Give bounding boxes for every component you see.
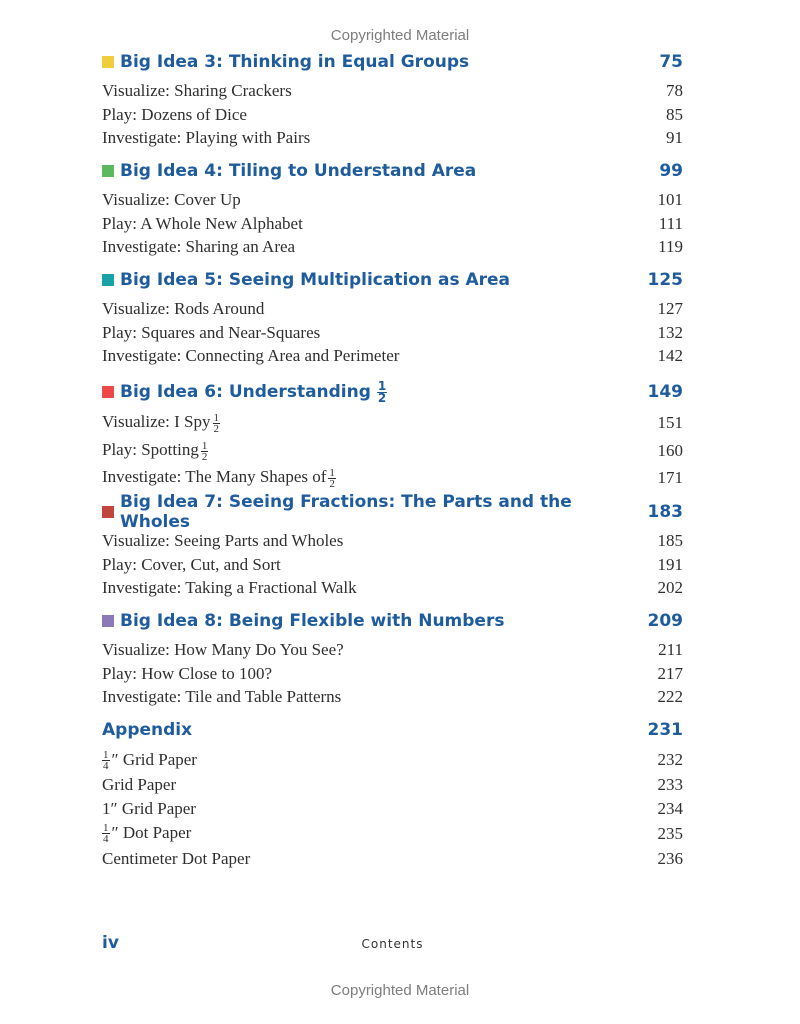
section-page-number: 99 [659,161,683,182]
entry-page-number: 222 [657,687,683,707]
entry-label: Visualize: Sharing Crackers [102,80,292,100]
section-title: Big Idea 3: Thinking in Equal Groups [120,52,470,72]
entry-label: ″ Grid Paper [111,749,197,769]
toc-entry[interactable] [102,686,683,710]
toc-entry[interactable] [102,345,683,369]
entry-label: 1″ Grid Paper [102,798,196,818]
toc-entry[interactable] [102,297,683,321]
toc-entry[interactable] [102,662,683,686]
section-page-number: 75 [659,52,683,72]
table-of-contents [102,50,683,879]
section-title: Big Idea 7: Seeing Fractions: The Parts and the Wholes [120,492,572,533]
dark-red-square-icon [102,506,114,518]
entry-page-number: 233 [657,775,683,795]
section-page-number: 209 [647,611,683,632]
entry-page-number: 132 [657,322,683,342]
toc-section-big-idea-8 [102,609,683,709]
entry-page-number: 78 [666,80,683,100]
section-heading[interactable] [102,50,683,74]
entry-page-number: 91 [666,128,683,148]
section-page-number: 231 [647,720,683,741]
entry-label: Investigate: Playing with Pairs [102,128,311,148]
entry-page-number: 85 [666,104,683,124]
entry-page-number: 185 [657,531,683,551]
section-heading[interactable] [102,609,683,633]
entry-label: Play: How Close to 100? [102,663,272,683]
toc-entry[interactable] [102,797,683,821]
entry-page-number: 101 [657,189,683,209]
section-title: Big Idea 6: Understanding [120,382,371,403]
section-title: Appendix [102,720,193,741]
running-head: Contents [361,937,424,951]
toc-entry[interactable] [102,638,683,662]
entry-label: Investigate: Sharing an Area [102,237,296,257]
entry-page-number: 191 [657,554,683,574]
toc-entry[interactable] [102,773,683,797]
section-title: Big Idea 4: Tiling to Understand Area [120,161,477,182]
entry-label: Investigate: Taking a Fractional Walk [102,578,357,598]
entry-page-number: 127 [657,298,683,318]
toc-entry[interactable] [102,847,683,871]
entry-label: Visualize: Rods Around [102,298,265,318]
one-half-fraction: $\frac{1}{2}$ [213,411,220,435]
section-page-number: 183 [647,502,683,523]
entry-label: Play: Spotting [102,440,199,460]
entry-page-number: 111 [658,213,683,233]
toc-entry[interactable] [102,409,683,437]
red-square-icon [102,386,114,398]
entry-label: Visualize: Seeing Parts and Wholes [102,531,344,551]
toc-entry[interactable] [102,465,683,491]
toc-section-big-idea-5 [102,268,683,368]
entry-page-number: 151 [657,413,683,433]
entry-label: Play: Cover, Cut, and Sort [102,554,281,574]
entry-page-number: 234 [657,798,683,818]
section-title: Big Idea 5: Seeing Multiplication as Area [120,270,511,291]
section-heading[interactable] [102,492,683,533]
one-half-fraction: $\frac{1}{2}$ [329,466,335,490]
toc-entry[interactable] [102,321,683,345]
entry-page-number: 119 [658,237,683,257]
entry-page-number: 211 [658,640,683,660]
entry-label: Visualize: Cover Up [102,189,241,209]
toc-section-appendix [102,718,683,870]
toc-entry[interactable] [102,529,683,553]
one-quarter-fraction: $\frac{1}{4}$ [103,822,109,846]
entry-label: Visualize: How Many Do You See? [102,640,344,660]
page-footer [102,933,683,955]
section-title: Big Idea 8: Being Flexible with Numbers [120,611,505,632]
teal-square-icon [102,274,114,286]
toc-section-big-idea-6 [102,377,683,491]
one-half-fraction: $\frac{1}{2}$ [201,439,208,463]
entry-label: Centimeter Dot Paper [102,848,251,868]
entry-label: Investigate: The Many Shapes of [102,467,327,487]
section-heading[interactable] [102,718,683,742]
entry-page-number: 202 [657,578,683,598]
entry-label: Investigate: Connecting Area and Perimeter [102,346,400,366]
page-folio: iv [102,933,119,953]
copyright-watermark-top: Copyrighted Material [330,27,470,44]
entry-page-number: 160 [657,441,683,461]
entry-label: Play: Dozens of Dice [102,104,247,124]
toc-section-big-idea-3 [102,50,683,150]
one-quarter-fraction: $\frac{1}{4}$ [103,749,109,773]
entry-label: Play: Squares and Near-Squares [102,322,321,342]
toc-entry[interactable] [102,212,683,236]
toc-entry[interactable] [102,553,683,577]
section-heading[interactable] [102,377,683,407]
toc-entry[interactable] [102,577,683,601]
section-page-number: 125 [647,270,683,291]
toc-section-big-idea-4 [102,159,683,259]
toc-entry[interactable] [102,188,683,212]
toc-entry[interactable] [102,79,683,103]
toc-entry[interactable] [102,235,683,259]
entry-label: Investigate: Tile and Table Patterns [102,687,342,707]
entry-label: Grid Paper [102,775,177,795]
toc-entry[interactable] [102,126,683,150]
copyright-watermark-bottom: Copyrighted Material [330,982,470,999]
entry-label: Play: A Whole New Alphabet [102,213,303,233]
toc-entry[interactable] [102,821,683,847]
yellow-square-icon [102,56,114,68]
green-square-icon [102,165,114,177]
entry-label: Visualize: I Spy [102,412,211,432]
purple-square-icon [102,615,114,627]
toc-section-big-idea-7 [102,492,683,600]
entry-page-number: 235 [657,823,683,843]
section-heading[interactable] [102,159,683,183]
toc-entry[interactable] [102,747,683,773]
entry-page-number: 171 [657,468,683,488]
entry-label: ″ Dot Paper [111,822,192,842]
entry-page-number: 236 [657,848,683,868]
section-heading[interactable] [102,268,683,292]
toc-entry[interactable] [102,103,683,127]
one-half-fraction: $\frac{1}{2}$ [377,378,387,405]
entry-page-number: 232 [657,750,683,770]
toc-entry[interactable] [102,437,683,465]
entry-page-number: 217 [657,663,683,683]
section-page-number: 149 [647,382,683,403]
entry-page-number: 142 [657,346,683,366]
